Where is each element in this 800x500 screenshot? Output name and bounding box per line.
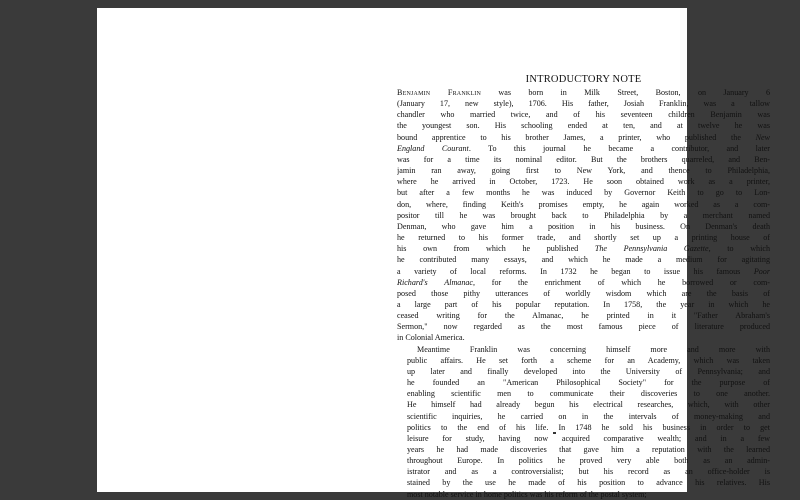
- text-line: [397, 199, 770, 210]
- text-line: [397, 455, 770, 466]
- text-run: (January 17, new style), 1706. His father, Josiah Franklin, was a tallow: [397, 99, 770, 109]
- text-run: his own from which he published: [397, 244, 595, 254]
- text-line: [397, 377, 770, 388]
- text-line: [397, 477, 770, 488]
- text-run: where he arrived in October, 1723. He soon obtained work as a printer,: [397, 177, 770, 187]
- text-line: [397, 143, 770, 154]
- text-line: [397, 277, 770, 288]
- text-line: [397, 489, 770, 500]
- text-line: [397, 120, 770, 131]
- text-line: [397, 332, 770, 343]
- page-text: [397, 74, 770, 500]
- text-line: [397, 299, 770, 310]
- text-line: [397, 411, 770, 422]
- text-run: don, where, finding Keith's promises empty, he again worked as a com-: [397, 199, 770, 209]
- text-run: was born in Milk Street, Boston, on January 6: [481, 88, 770, 97]
- text-run: Meantime Franklin was concerning himself more and more with: [417, 344, 770, 354]
- text-line: [397, 132, 770, 143]
- text-line: [397, 243, 770, 254]
- italic-text: Richard's Almanac: [397, 277, 474, 287]
- text-run: he contributed many essays, and which he made a medium for agitating: [397, 255, 770, 265]
- text-run: a variety of local reforms. In 1732 he began to issue his famous: [397, 266, 754, 276]
- text-run: leisure for study, having now acquired comparative wealth; and in a few: [407, 433, 770, 443]
- text-run: the youngest son. His schooling ended at ten, and at twelve he was: [397, 121, 770, 131]
- text-run: a large part of his popular reputation. In 1758, the year in which he: [397, 299, 770, 309]
- document-page: [97, 8, 770, 499]
- text-line: [397, 433, 770, 444]
- text-run: stained by the use he made of his position to advance his relatives. His: [407, 478, 770, 488]
- text-run: Sermon," now regarded as the most famous piece of literature produced: [397, 322, 770, 332]
- paragraph: [397, 344, 770, 500]
- text-line: [397, 388, 770, 399]
- text-run: enabling scientific men to communicate their discoveries to one another.: [407, 389, 770, 399]
- body-text: [397, 87, 770, 500]
- text-line: [397, 254, 770, 265]
- text-line: [397, 109, 770, 120]
- text-line: [397, 154, 770, 165]
- text-run: . To this journal he became a contributor, and later: [468, 143, 770, 153]
- text-line: [397, 288, 770, 299]
- text-run: in Colonial America.: [397, 333, 465, 343]
- text-line: [397, 98, 770, 109]
- text-run: politics to the end of his life. In 1748 he sold his business in order to get: [407, 422, 770, 432]
- page-mark: [553, 432, 556, 434]
- text-line: [397, 232, 770, 243]
- text-run: He himself had already begun his electrical researches, which, with other: [407, 400, 770, 410]
- text-line: [397, 87, 770, 98]
- text-run: most notable service in home politics was his reform of the postal system;: [407, 489, 647, 499]
- page-title: INTRODUCTORY NOTE: [525, 74, 642, 85]
- text-line: [397, 355, 770, 366]
- text-run: he founded an "American Philosophical Society" for the purpose of: [407, 378, 770, 388]
- text-run: public affairs. He set forth a scheme for an Academy, which was taken: [407, 355, 770, 365]
- text-run: Denman, who gave him a position in his business. On Denman's death: [397, 221, 770, 231]
- text-line: [397, 466, 770, 477]
- text-run: ceased writing for the Almanac, he printed in it "Father Abraham's: [397, 311, 770, 321]
- text-run: bound apprentice to his brother James, a printer, who published the: [397, 132, 756, 142]
- paragraph: [397, 87, 770, 344]
- italic-text: The Pennsylvania Gazette: [594, 244, 709, 254]
- text-line: [397, 422, 770, 433]
- text-line: [397, 399, 770, 410]
- text-line: [397, 321, 770, 332]
- smallcaps-text: Benjamin Franklin: [397, 88, 482, 97]
- text-run: posed those pithy utterances of worldly wisdom which are the basis of: [397, 288, 770, 298]
- text-line: [397, 266, 770, 277]
- text-run: istrator and as a controversialist; but his record as an office-holder is: [407, 467, 770, 477]
- text-run: chandler who married twice, and of his seventeen children Benjamin was: [397, 110, 770, 120]
- text-line: [397, 444, 770, 455]
- text-line: [397, 310, 770, 321]
- italic-text: England Courant: [397, 143, 469, 153]
- text-run: was for a time its nominal editor. But the brothers quarreled, and Ben-: [397, 154, 770, 164]
- italic-text: Poor: [753, 266, 770, 276]
- text-line: [397, 221, 770, 232]
- text-line: [397, 344, 770, 355]
- text-line: [397, 210, 770, 221]
- text-run: , for the enrichment of which he borrowed or com-: [473, 277, 770, 287]
- text-run: throughout Europe. In politics he proved very able both as an admin-: [407, 456, 770, 466]
- italic-text: New: [755, 132, 770, 142]
- text-run: scientific inquiries, he carried on in the intervals of money-making and: [407, 411, 770, 421]
- text-run: , to which: [708, 244, 770, 254]
- text-run: positor till he was brought back to Philadelphia by a merchant named: [397, 210, 770, 220]
- text-run: he returned to his former trade, and shortly set up a printing house of: [397, 233, 770, 243]
- text-run: jamin ran away, going first to New York, and thence to Philadelphia,: [397, 166, 770, 176]
- text-run: up later and finally developed into the University of Pennsylvania; and: [407, 366, 770, 376]
- text-run: but after a few months he was induced by Governor Keith to go to Lon-: [397, 188, 770, 198]
- text-run: years he had made discoveries that gave him a reputation with the learned: [407, 445, 770, 454]
- text-line: [397, 187, 770, 198]
- text-line: [397, 366, 770, 377]
- text-line: [397, 176, 770, 187]
- text-line: [397, 165, 770, 176]
